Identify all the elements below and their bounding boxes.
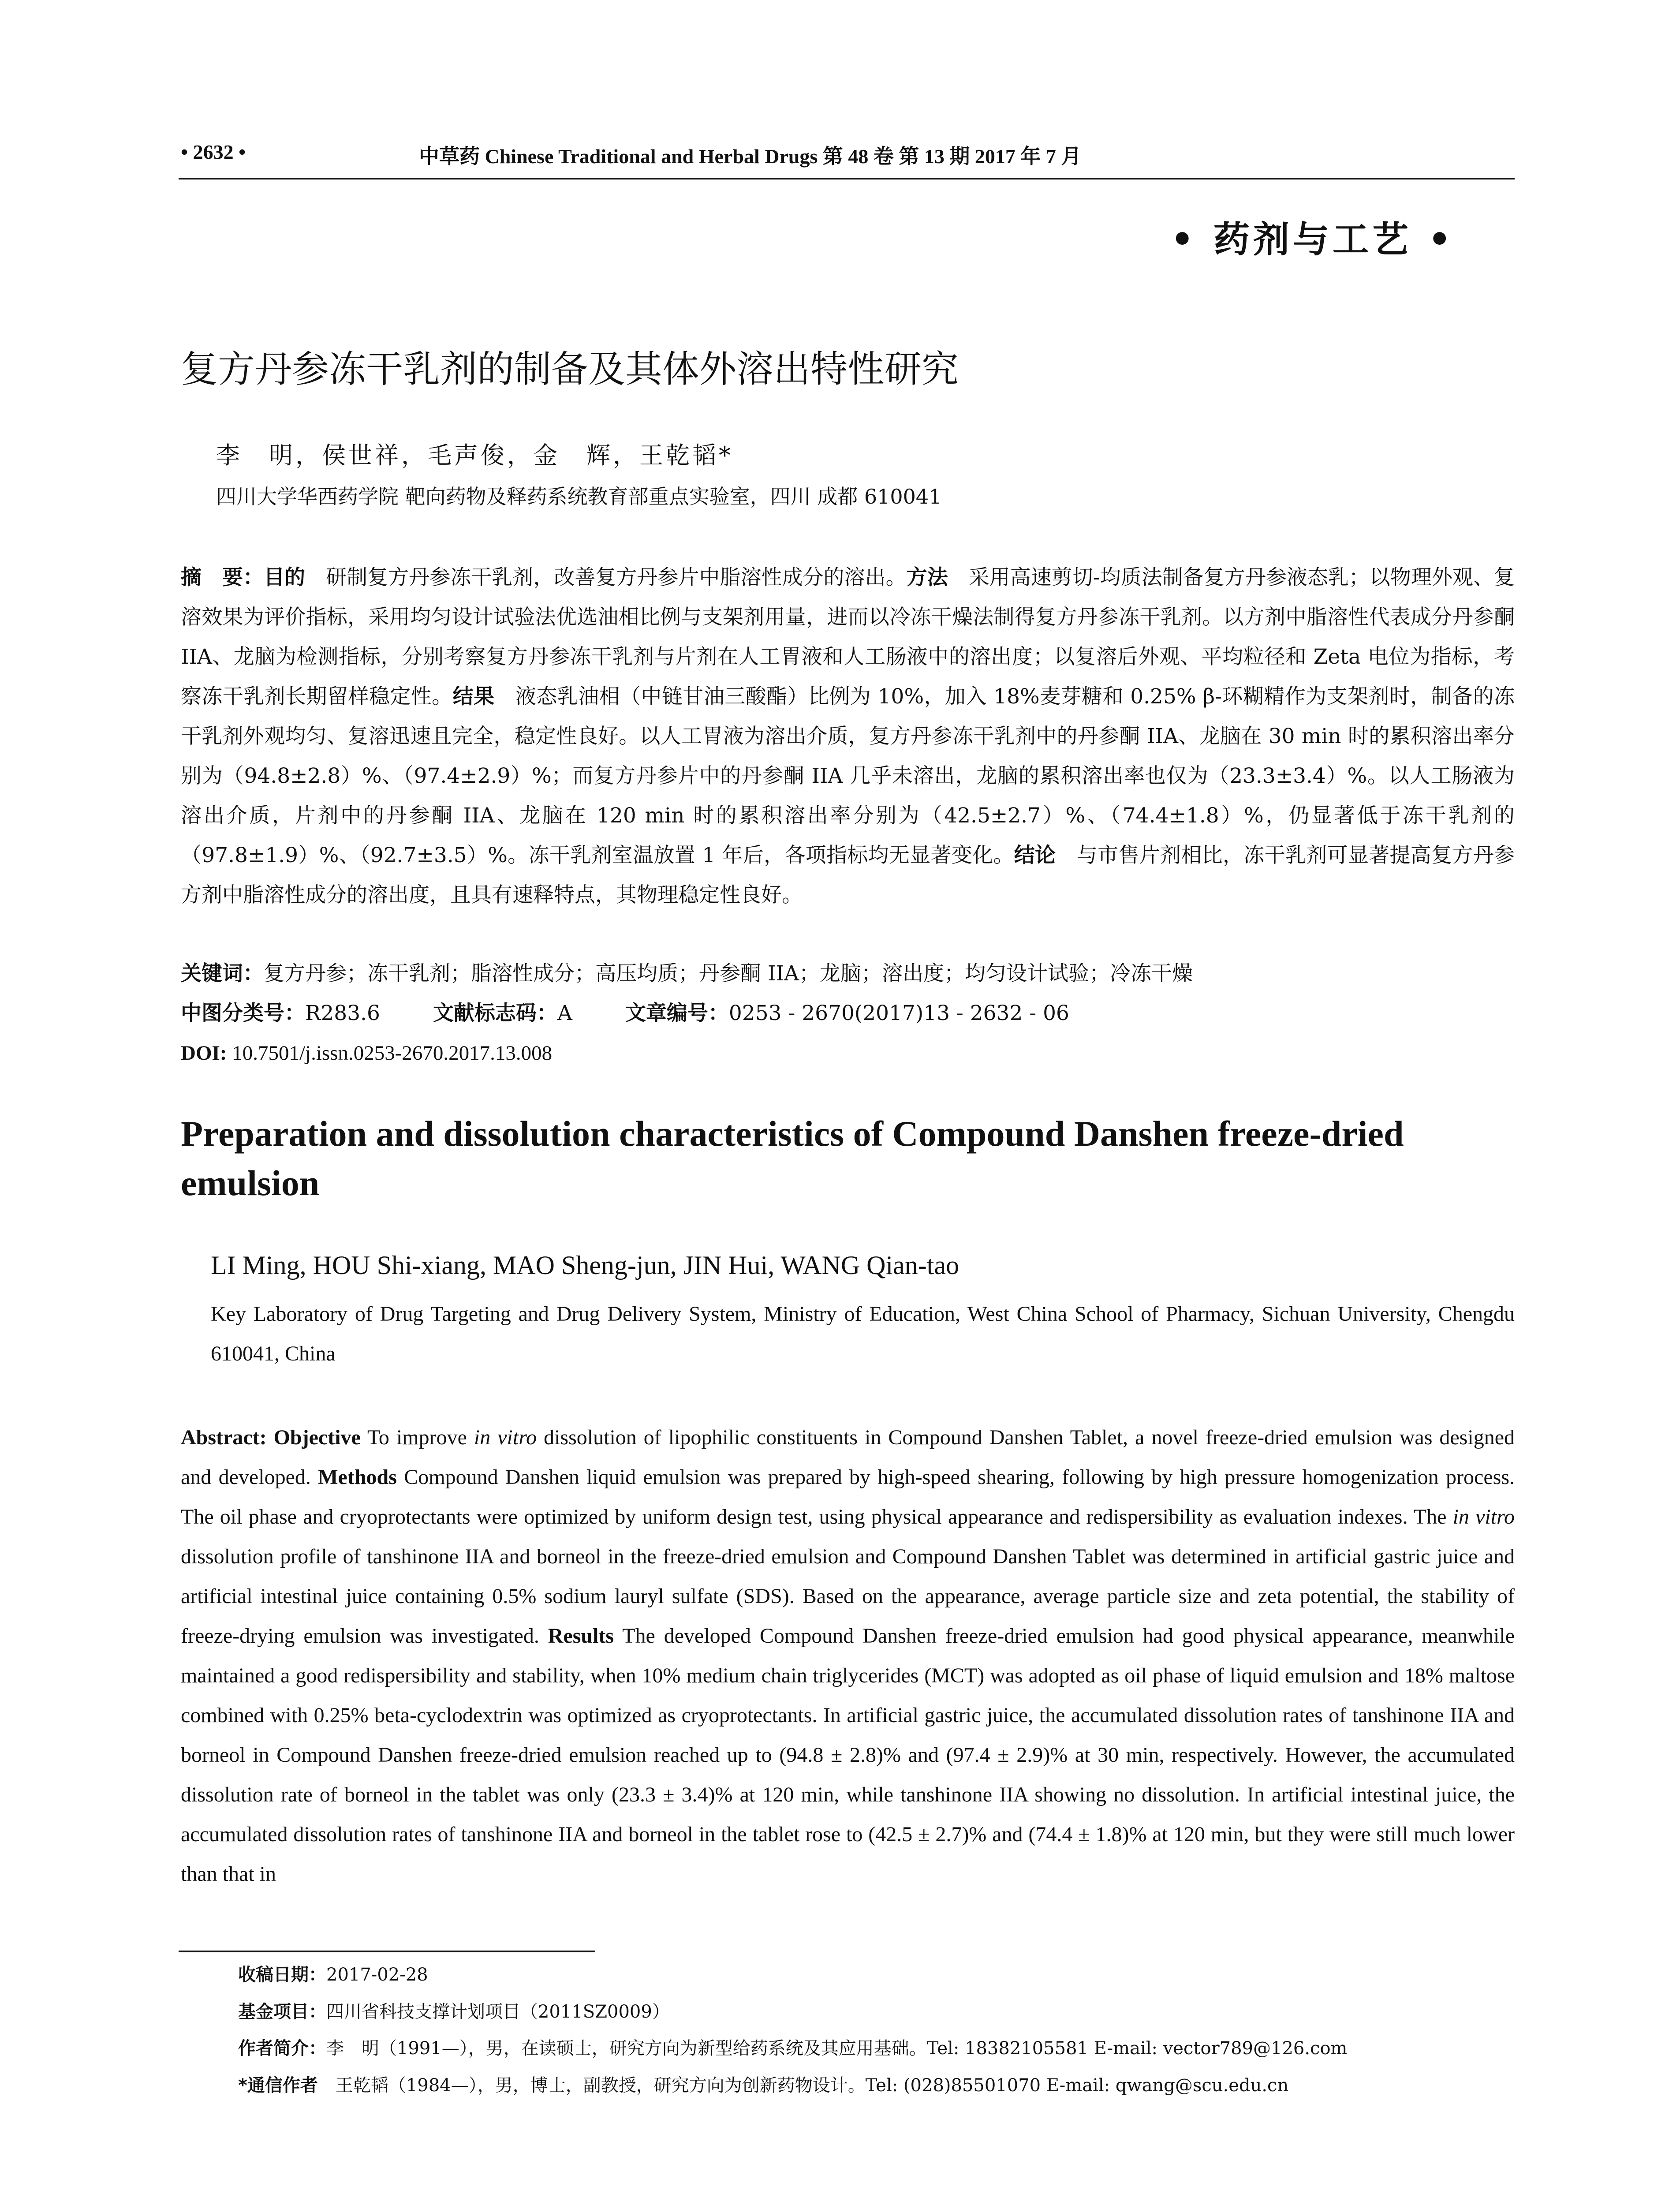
cn-affiliation: 四川大学华西药学院 靶向药物及释药系统教育部重点实验室，四川 成都 610041	[216, 485, 942, 508]
footnote-author	[238, 2034, 1347, 2059]
section-label: • 药剂与工艺 •	[1171, 219, 1455, 261]
doccode-value: A	[557, 1001, 572, 1025]
cn-objective-label: 目的	[264, 565, 306, 590]
doccode-label: 文献标志码：	[433, 1001, 557, 1025]
cn-conclusion-label: 结论	[1014, 843, 1056, 867]
cn-results-label: 结果	[452, 684, 495, 709]
doi-label: DOI:	[181, 1042, 227, 1065]
en-abstract	[181, 1418, 1515, 1894]
en-authors: LI Ming, HOU Shi-xiang, MAO Sheng-jun, JIN Hui, WANG Qian-tao	[211, 1251, 959, 1280]
en-in-vitro-2: in vitro	[1452, 1505, 1515, 1529]
en-affiliation: Key Laboratory of Drug Targeting and Drug Delivery System, Ministry of Education, West China School of Pharmacy, Sichuan University, Chengdu 610041, China	[211, 1302, 1515, 1365]
footnote-received	[238, 1961, 428, 1986]
cn-methods-label: 方法	[906, 565, 948, 590]
doi-line	[181, 1033, 1515, 1073]
journal-header: 中草药 Chinese Traditional and Herbal Drugs 第 48 卷 第 13 期 2017 年 7 月	[419, 145, 1082, 168]
en-abstract-label: Abstract: Objective	[181, 1426, 361, 1449]
en-results-text: The developed Compound Danshen freeze-dried emulsion had good physical appearance, meanwhile maintained a good redispersibility and stability, when 10% medium chain triglycerides (MCT) was adopted as oil phase of liquid emulsion and 18% maltose combined with 0.25% beta-cyclodextrin was optimized as cryoprotectants. In artificial gastric juice, the accumulated dissolution rates of tanshinone IIA and borneol in Compound Danshen freeze-dried emulsion reached up to (94.8 ± 2.8)% and (97.4 ± 2.9)% at 30 min, respectively. However, the accumulated dissolution rate of borneol in the tablet was only (23.3 ± 3.4)% at 120 min, while tanshinone IIA showing no dissolution. In artificial intestinal juice, the accumulated dissolution rates of tanshinone IIA and borneol in the tablet rose to (42.5 ± 2.7)% and (74.4 ± 1.8)% at 120 min, but they were still much lower than that in	[181, 1624, 1515, 1886]
clc-label: 中图分类号：	[181, 1001, 305, 1025]
en-methods-text-a: Compound Danshen liquid emulsion was prepared by high-speed shearing, following by high pressure homogenization process. The oil phase and cryoprotectants were optimized by uniform design test, using physical appearance and redispersibility as evaluation indexes. The	[181, 1465, 1515, 1529]
page-number: • 2632 •	[181, 141, 246, 163]
author-bio-text: 李 明（1991—），男，在读硕士，研究方向为新型给药系统及其应用基础。Tel: 18382105581 E-mail: vector789@126.com	[326, 2038, 1348, 2059]
corresponding-text: 王乾韬（1984—），男，博士，副教授，研究方向为创新药物设计。Tel: (028)85501070 E-mail: qwang@scu.edu.cn	[317, 2075, 1289, 2096]
footnote-fund	[238, 1998, 670, 2023]
article-number-value: 0253 - 2670(2017)13 - 2632 - 06	[728, 1001, 1069, 1025]
fund-label: 基金项目：	[238, 2002, 326, 2022]
en-objective-text-a: To improve	[360, 1426, 474, 1449]
author-bio-label: 作者简介：	[238, 2038, 326, 2059]
footnote-rule	[179, 1951, 595, 1952]
doi-value[interactable]: 10.7501/j.issn.0253-2670.2017.13.008	[227, 1042, 553, 1065]
cn-abstract	[181, 558, 1515, 915]
corresponding-label: *通信作者	[238, 2075, 318, 2096]
cn-classification-line	[181, 994, 1515, 1033]
cn-abstract-label: 摘 要：	[181, 565, 264, 590]
en-methods-label: Methods	[318, 1465, 397, 1489]
cn-keywords	[181, 954, 1515, 994]
en-title: Preparation and dissolution characteristics of Compound Danshen freeze-dried emulsion	[181, 1114, 1404, 1203]
cn-objective-text: 研制复方丹参冻干乳剂，改善复方丹参片中脂溶性成分的溶出。	[305, 565, 907, 590]
footnote-corresponding	[238, 2071, 1288, 2097]
cn-methods-text: 采用高速剪切-均质法制备复方丹参液态乳；以物理外观、复溶效果为评价指标，采用均匀设计试验法优选油相比例与支架剂用量，进而以冷冻干燥法制得复方丹参冻干乳剂。以方剂中脂溶性代表成分丹参酮 IIA、龙脑为检测指标，分别考察复方丹参冻干乳剂与片剂在人工胃液和人工肠液中的溶出度；以复溶后外观、平均粒径和 Zeta 电位为指标，考察冻干乳剂长期留样稳定性。	[181, 565, 1515, 709]
received-label: 收稿日期：	[238, 1965, 326, 1985]
fund-text: 四川省科技支撑计划项目（2011SZ0009）	[326, 2002, 670, 2022]
cn-keywords-text: 复方丹参；冻干乳剂；脂溶性成分；高压均质；丹参酮 IIA；龙脑；溶出度；均匀设计试验；冷冻干燥	[264, 961, 1193, 986]
clc-value: R283.6	[305, 1001, 380, 1025]
en-methods-text-b: dissolution profile of tanshinone IIA and borneol in the freeze-dried emulsion and Compound Danshen Tablet was determined in artificial gastric juice and artificial intestinal juice containing 0.5% sodium lauryl sulfate (SDS). Based on the appearance, average particle size and zeta potential, the stability of freeze-drying emulsion was investigated.	[181, 1545, 1515, 1648]
en-objective-text-b: dissolution of lipophilic constituents in Compound Danshen Tablet, a novel freeze-dried emulsion was designed and developed.	[181, 1426, 1515, 1489]
received-date: 2017-02-28	[326, 1965, 428, 1985]
header-rule	[179, 178, 1515, 179]
en-results-label: Results	[548, 1624, 614, 1648]
article-number-label: 文章编号：	[625, 1001, 729, 1025]
cn-keywords-label: 关键词：	[181, 961, 264, 986]
cn-results-text: 液态乳油相（中链甘油三酸酯）比例为 10%，加入 18%麦芽糖和 0.25% β-环糊精作为支架剂时，制备的冻干乳剂外观均匀、复溶迅速且完全，稳定性良好。以人工胃液为溶出介质，复方丹参冻干乳剂中的丹参酮 IIA、龙脑在 30 min 时的累积溶出率分别为（94.8±2.8）%、（97.4±2.9）%；而复方丹参片中的丹参酮 IIA 几乎未溶出，龙脑的累积溶出率也仅为（23.3±3.4）%。以人工肠液为溶出介质，片剂中的丹参酮 IIA、龙脑在 120 min 时的累积溶出率分别为（42.5±2.7）%、（74.4±1.8）%，仍显著低于冻干乳剂的（97.8±1.9）%、（92.7±3.5）%。冻干乳剂室温放置 1 年后，各项指标均无显著变化。	[181, 684, 1515, 867]
en-in-vitro-1: in vitro	[474, 1426, 537, 1449]
cn-authors: 李 明，侯世祥，毛声俊，金 辉，王乾韬*	[216, 441, 733, 469]
cn-conclusion-text: 与市售片剂相比，冻干乳剂可显著提高复方丹参方剂中脂溶性成分的溶出度，且具有速释特点，其物理稳定性良好。	[181, 843, 1515, 907]
cn-title: 复方丹参冻干乳剂的制备及其体外溶出特性研究	[181, 348, 959, 391]
